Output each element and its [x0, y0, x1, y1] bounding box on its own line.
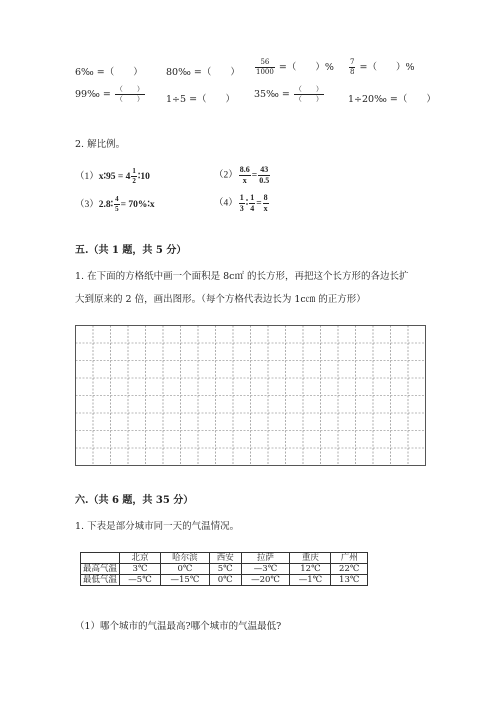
frac-num-blank: （ ） — [294, 85, 323, 93]
frac-den: 1000 — [256, 68, 274, 76]
expr: 2.8∶ — [98, 200, 114, 210]
frac-num: 1 — [250, 193, 255, 202]
frac-num: 8.6 — [239, 165, 250, 174]
city-header: 西安 — [209, 553, 241, 564]
city-header: 北京 — [120, 553, 161, 564]
row-label: 最高气温 — [81, 564, 120, 575]
frac-num-blank: （ ） — [115, 85, 144, 93]
temp-cell: 22℃ — [331, 564, 368, 575]
temp-cell: —20℃ — [241, 575, 290, 586]
frac-num: 4 — [115, 195, 119, 204]
table-row — [81, 575, 368, 586]
proportion-4[interactable] — [214, 194, 270, 213]
fill-7-over-8[interactable] — [348, 59, 415, 76]
city-header: 广州 — [331, 553, 368, 564]
frac-num: 7 — [350, 58, 355, 66]
fill-1-div-20-permille[interactable]: 1÷20‰ =（ ） — [348, 94, 436, 105]
frac-den: 3 — [239, 204, 244, 213]
table-row — [81, 564, 368, 575]
expr: x∶95 = 4 — [98, 172, 131, 182]
fill-80-permille[interactable]: 80‰ =（ ） — [166, 67, 240, 78]
temp-cell: 0℃ — [161, 564, 210, 575]
equals: = — [251, 170, 258, 181]
fill-99-permille[interactable] — [75, 86, 146, 103]
frac-den-blank: （ ） — [115, 95, 144, 103]
section5-line2: 大到原来的 2 倍，画出图形。（每个方格代表边长为 1c㎝ 的正方形） — [75, 294, 366, 305]
proportion-3[interactable] — [75, 196, 155, 213]
city-header: 哈尔滨 — [161, 553, 210, 564]
row-label: 最低气温 — [81, 575, 120, 586]
temp-cell: 3℃ — [120, 564, 161, 575]
city-header: 拉萨 — [241, 553, 290, 564]
equals: = — [256, 198, 262, 209]
frac-den: 5 — [115, 205, 119, 214]
fill-6-permille[interactable]: 6‰ =（ ） — [75, 67, 143, 78]
fill-35-permille[interactable] — [254, 86, 325, 103]
problem-label: （2） — [214, 170, 238, 181]
temp-cell: 5℃ — [209, 564, 241, 575]
section6-intro: 1. 下表是部分城市同一天的气温情况。 — [75, 521, 240, 532]
frac-den: x — [242, 176, 247, 185]
section6-heading: 六.（共 6 题，共 35 分） — [75, 495, 194, 506]
frac-den-blank: （ ） — [294, 95, 323, 103]
fill-head: 35‰ = — [254, 89, 290, 100]
frac-num: 56 — [255, 59, 275, 68]
problem-label: （3） — [75, 200, 99, 210]
fill-56-over-1000[interactable] — [254, 59, 334, 76]
fill-head: 99‰ = — [75, 89, 111, 100]
section6-question-1: （1）哪个城市的气温最高?哪个城市的气温最低? — [75, 621, 282, 632]
temp-cell: —15℃ — [161, 575, 210, 586]
frac-den: x — [263, 204, 268, 213]
temp-cell: 13℃ — [331, 575, 368, 586]
table-header-row — [81, 553, 368, 564]
frac-den: 0.5 — [259, 176, 270, 185]
problem-label: （4） — [214, 198, 238, 209]
temp-cell: —3℃ — [241, 564, 290, 575]
temp-cell: 0℃ — [209, 575, 241, 586]
frac-num: 1 — [132, 167, 136, 176]
frac-num: 43 — [260, 165, 269, 174]
temp-cell: —1℃ — [290, 575, 331, 586]
expr: = 70%∶x — [120, 200, 155, 210]
frac-num: 8 — [263, 193, 268, 202]
frac-den: 8 — [350, 68, 355, 76]
fill-tail: =（ ）% — [359, 62, 415, 73]
temp-cell: 12℃ — [290, 564, 331, 575]
expr: ∶10 — [137, 172, 150, 182]
section5-line1: 1. 在下面的方格纸中画一个面积是 8c㎡ 的长方形，再把这个长方形的各边长扩 — [75, 271, 409, 282]
grid-paper[interactable] — [75, 325, 426, 466]
fill-tail: =（ ）% — [278, 62, 334, 73]
weather-table — [80, 552, 368, 586]
problem-label: （1） — [75, 172, 99, 182]
proportion-2[interactable] — [214, 166, 271, 185]
frac-den: 4 — [250, 204, 255, 213]
frac-den: 2 — [132, 177, 136, 186]
section2-title: 2. 解比例。 — [75, 139, 126, 150]
proportion-1[interactable] — [75, 168, 150, 185]
temp-cell: —5℃ — [120, 575, 161, 586]
section5-heading: 五.（共 1 题，共 5 分） — [75, 245, 187, 256]
fill-1-div-5[interactable]: 1÷5 =（ ） — [166, 94, 236, 105]
colon: ∶ — [245, 198, 249, 209]
table-corner-cell — [81, 553, 120, 564]
city-header: 重庆 — [290, 553, 331, 564]
frac-num: 1 — [239, 193, 244, 202]
